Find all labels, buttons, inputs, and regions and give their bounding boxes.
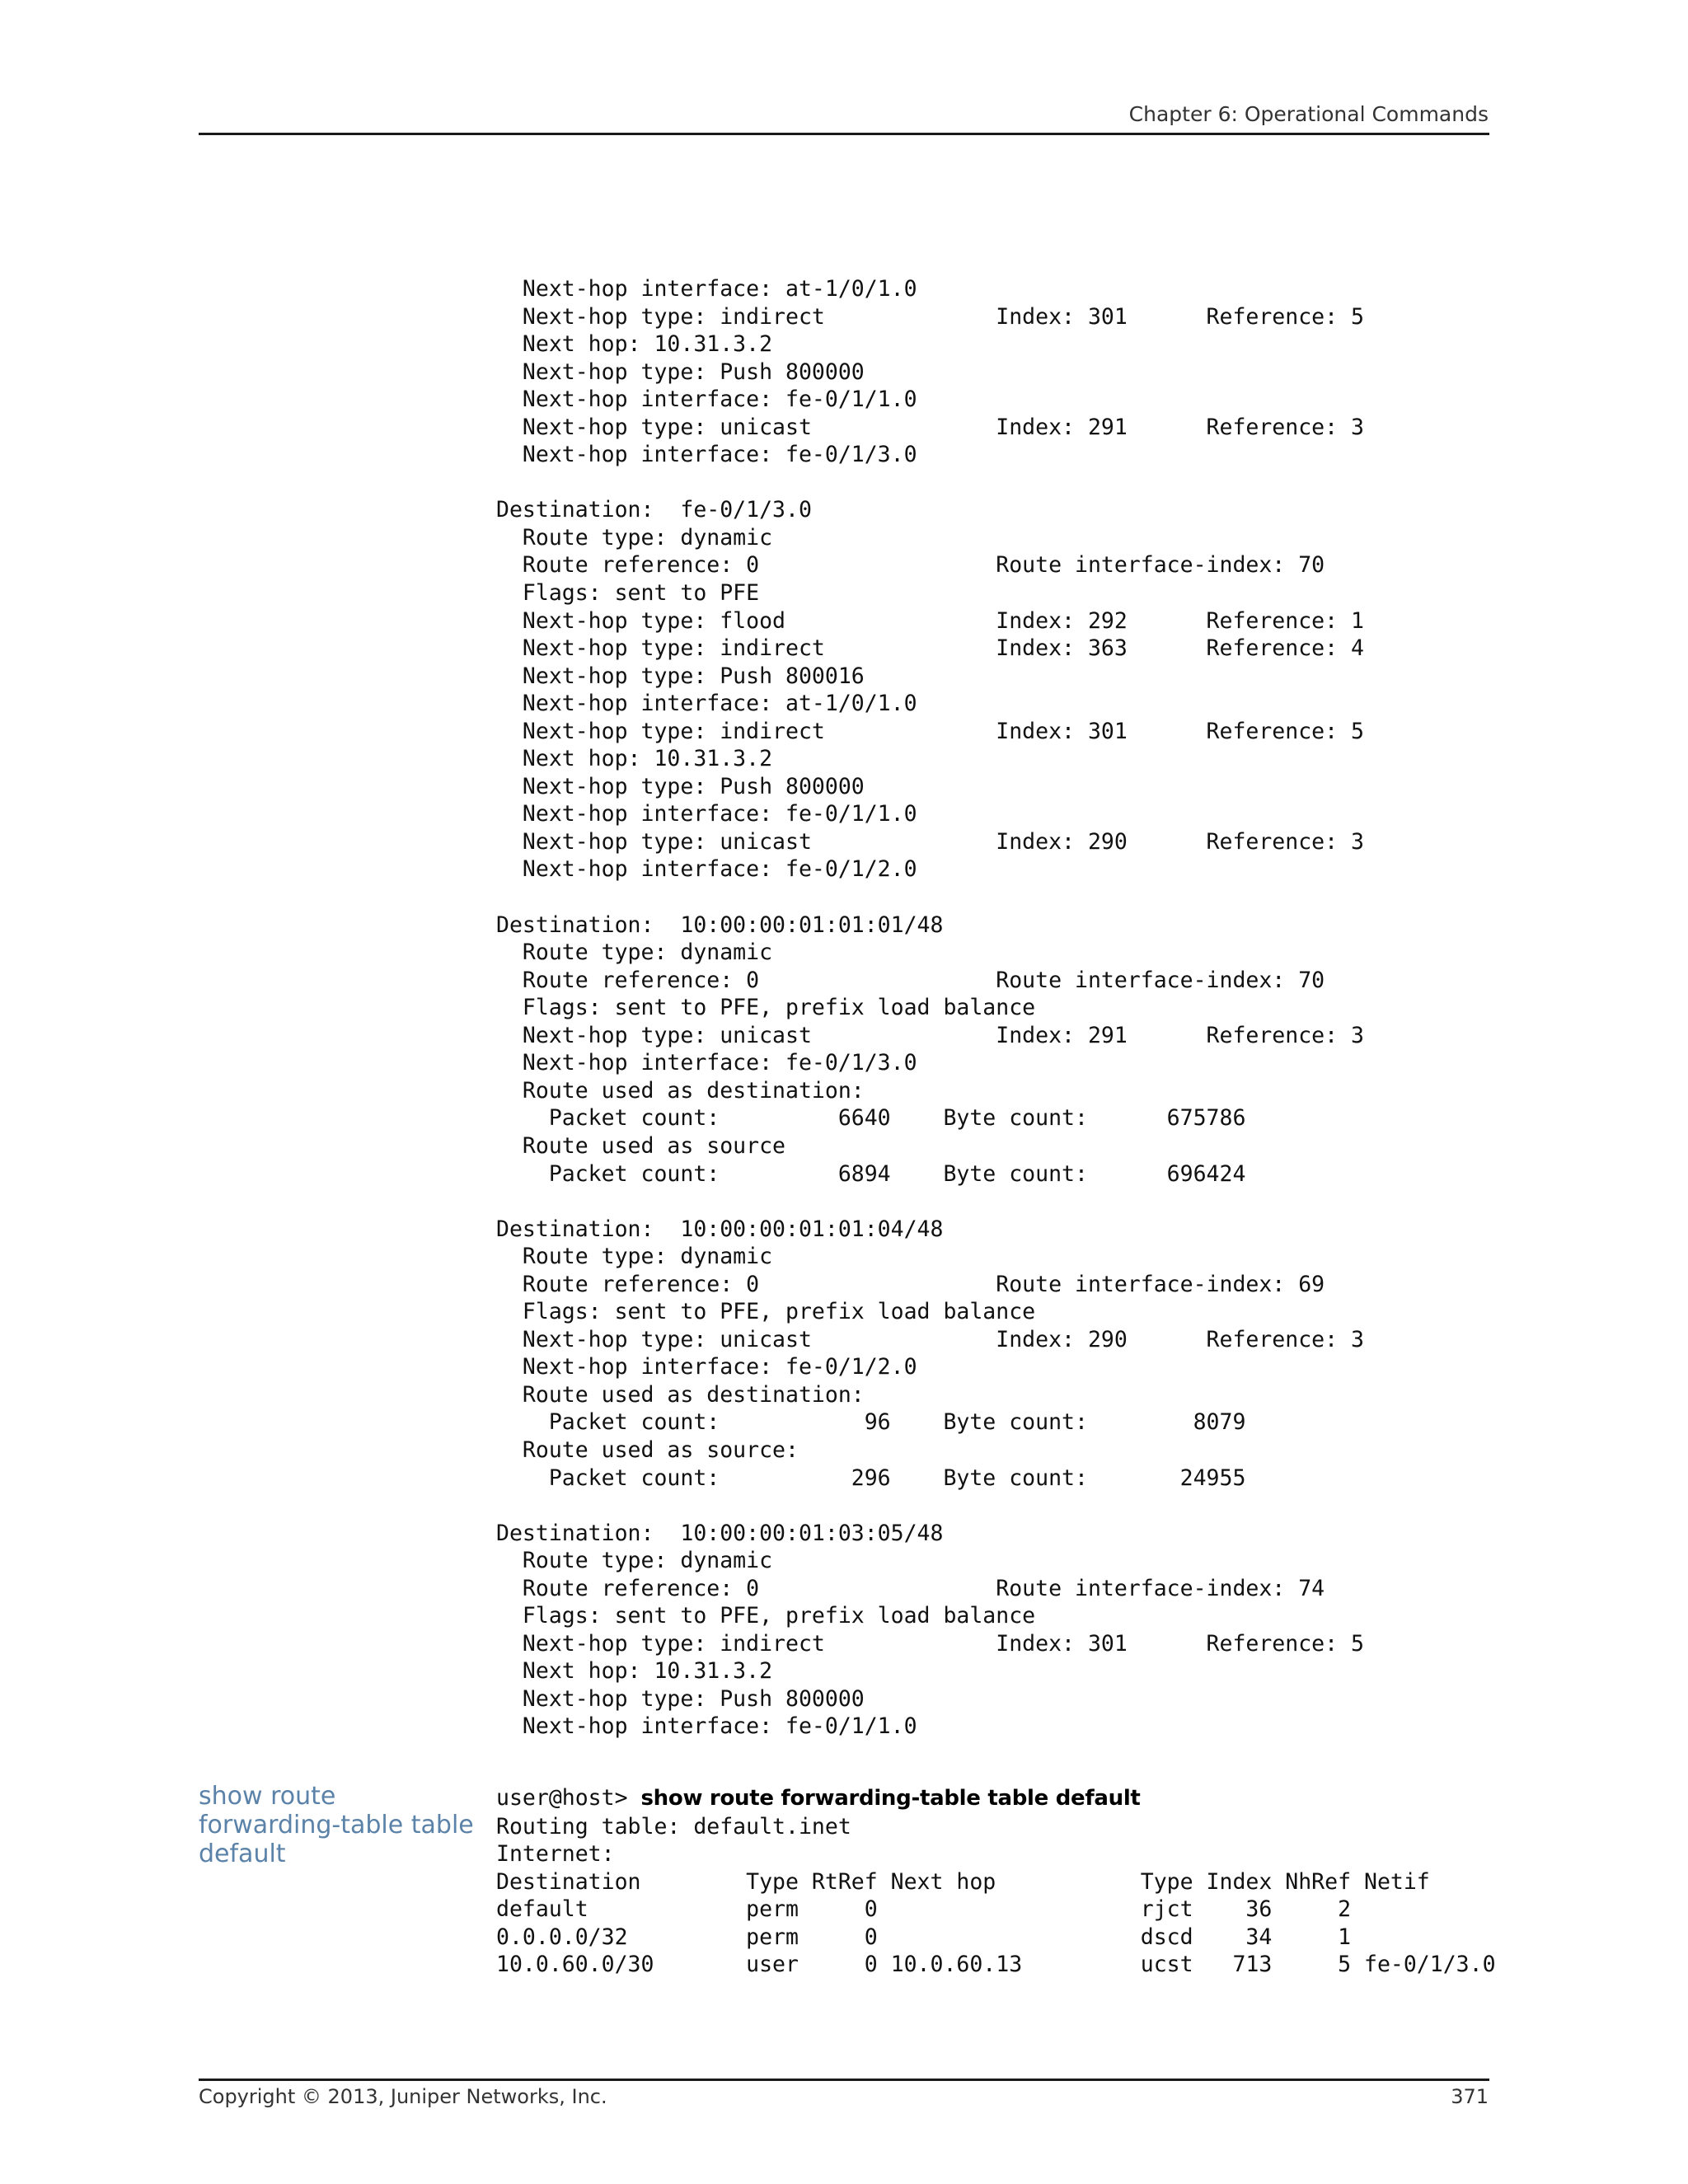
cli-example-block xyxy=(496,1784,1496,1979)
cli-output-block: Next-hop interface: at-1/0/1.0 Next-hop type: indirect Index: 301 Reference: 5 Next hop: 10.31.3.2 Next-hop type: Push 800000 Next-hop interface: fe-0/1/1.0 Next-hop type: unicast Index: 291 Reference: 3 Next-hop interface: fe-0/1/3.0 Destination: fe-0/1/3.0 Route type: dynamic Route reference: 0 Route interface-index: 70 Flags: sent to PFE Next-hop type: flood Index: 292 Reference: 1 Next-hop type: indirect Index: 363 Reference: 4 Next-hop type: Push 800016 Next-hop interface: at-1/0/1.0 Next-hop type: indirect Index: 301 Reference: 5 Next hop: 10.31.3.2 Next-hop type: Push 800000 Next-hop interface: fe-0/1/1.0 Next-hop type: unicast Index: 290 Reference: 3 Next-hop interface: fe-0/1/2.0 Destination: 10:00:00:01:01:01/48 Route type: dynamic Route reference: 0 Route interface-index: 70 Flags: sent to PFE, prefix load balance Next-hop type: unicast Index: 291 Reference: 3 Next-hop interface: fe-0/1/3.0 Route used as destination: Packet count: 6640 Byte count: 675786 Route used as source Packet count: 6894 Byte count: 696424 Destination: 10:00:00:01:01:04/48 Route type: dynamic Route reference: 0 Route interface-index: 69 Flags: sent to PFE, prefix load balance Next-hop type: unicast Index: 290 Reference: 3 Next-hop interface: fe-0/1/2.0 Route used as destination: Packet count: 96 Byte count: 8079 Route used as source: Packet count: 296 Byte count: 24955 Destination: 10:00:00:01:03:05/48 Route type: dynamic Route reference: 0 Route interface-index: 74 Flags: sent to PFE, prefix load balance Next-hop type: indirect Index: 301 Reference: 5 Next hop: 10.31.3.2 Next-hop type: Push 800000 Next-hop interface: fe-0/1/1.0 xyxy=(496,276,1364,1740)
section-heading: show route forwarding-table table default xyxy=(199,1782,474,1868)
copyright-text: Copyright © 2013, Juniper Networks, Inc. xyxy=(199,2085,607,2108)
page-number: 371 xyxy=(1451,2085,1489,2108)
header-rule xyxy=(199,133,1489,135)
cli-command-output: Routing table: default.inet Internet: Destination Type RtRef Next hop Type Index NhRef Netif default perm 0 rjct 36 2 0.0.0.0/32 perm 0 dscd 34 1 10.0.60.0/30 user 0 10.0.60.13 ucst 713 5 fe-0/1/3.0 xyxy=(496,1813,1496,1977)
chapter-title: Chapter 6: Operational Commands xyxy=(1128,102,1489,126)
cli-prompt: user@host> xyxy=(496,1785,641,1811)
footer-rule xyxy=(199,2079,1489,2081)
cli-command: show route forwarding-table table default xyxy=(640,1786,1141,1811)
